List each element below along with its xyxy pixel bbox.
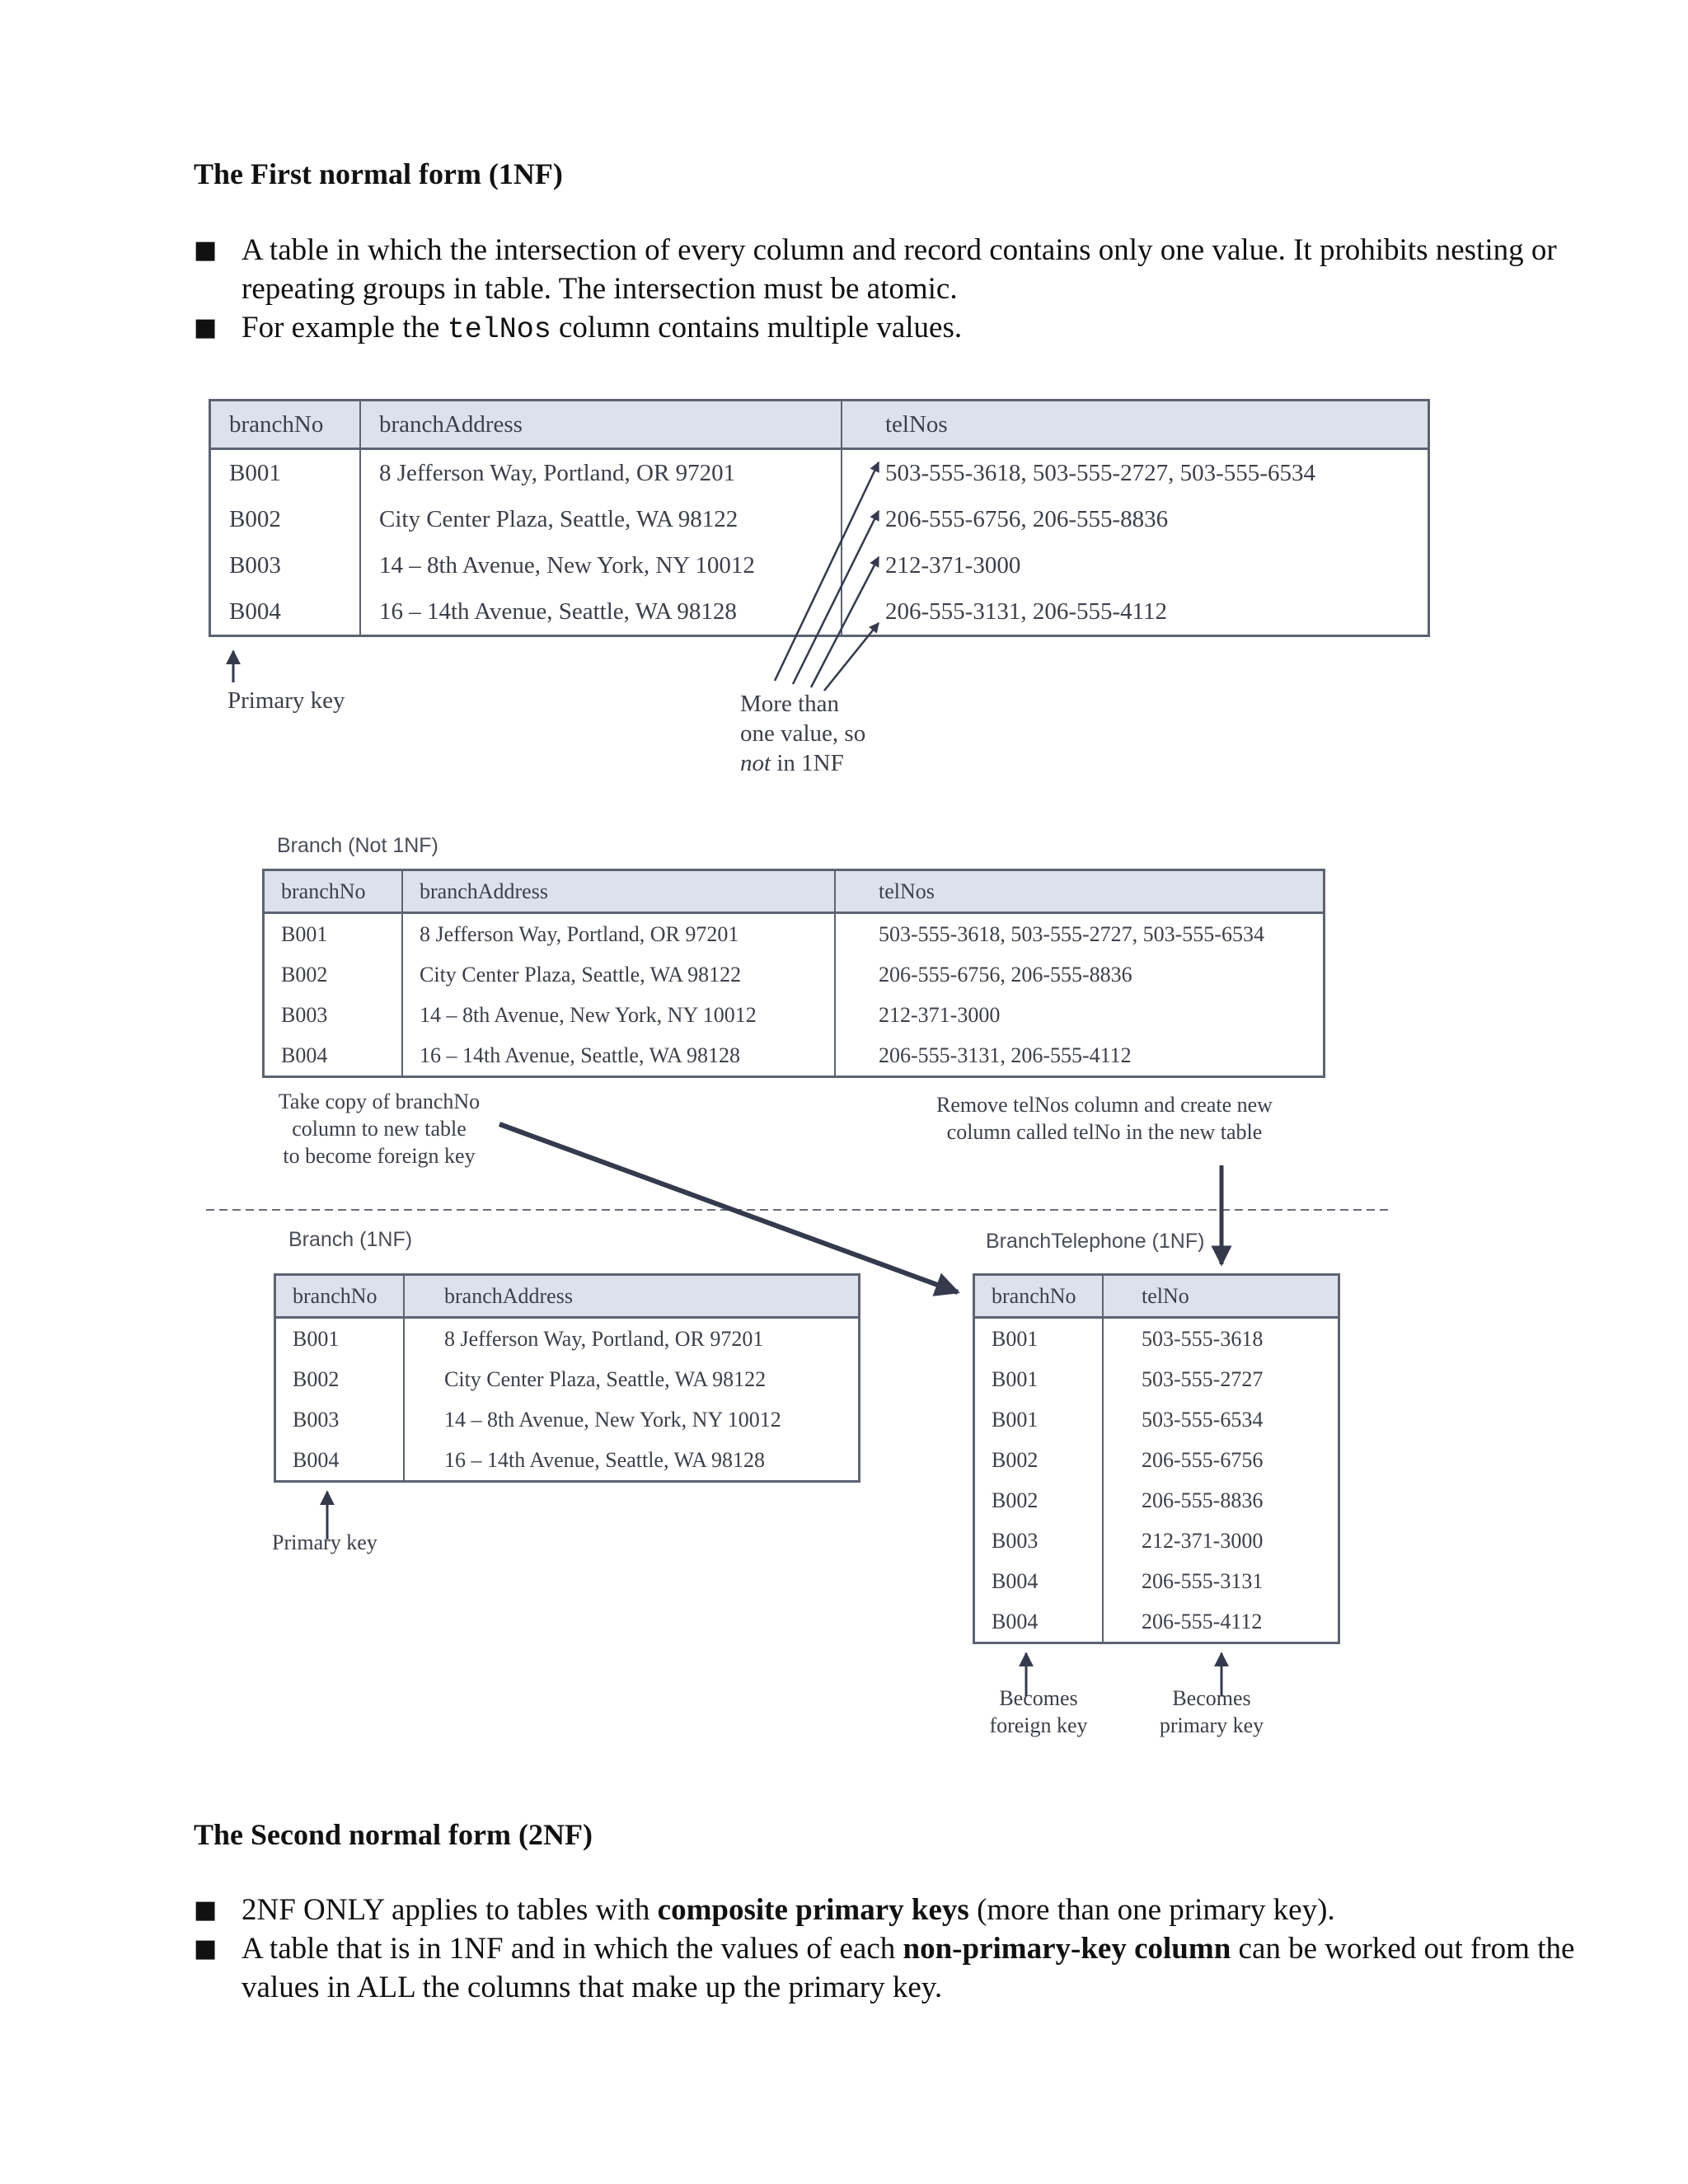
table-cell: B002: [992, 1488, 1039, 1512]
table-cell: 14 – 8th Avenue, New York, NY 10012: [404, 1399, 860, 1440]
note-line: Becomes: [999, 1686, 1078, 1710]
table-cell: 16 – 14th Avenue, Seattle, WA 98128: [360, 588, 842, 636]
multi-value-arrow: [811, 557, 879, 687]
table-cell: 503-555-3618: [1103, 1318, 1339, 1360]
table-cell: City Center Plaza, Seattle, WA 98122: [404, 1359, 860, 1399]
table-cell: 206-555-6756: [1103, 1440, 1339, 1480]
table-cell: B001: [992, 1407, 1039, 1432]
table-cell: B004: [281, 1043, 328, 1067]
note-line: column called telNo in the new table: [946, 1120, 1263, 1144]
multi-value-arrow: [793, 511, 879, 684]
table-cell: 503-555-3618, 503-555-2727, 503-555-6534: [842, 449, 1429, 497]
table-cell: 16 – 14th Avenue, Seattle, WA 98128: [404, 1440, 860, 1482]
bullet-list-2nf: [194, 1891, 1659, 2014]
column-header: telNo: [1103, 1275, 1339, 1318]
table-cell: 212-371-3000: [842, 542, 1429, 588]
table-caption: Branch (1NF): [288, 1228, 413, 1251]
note-line: primary key: [1159, 1713, 1264, 1737]
table-cell: 206-555-6756, 206-555-8836: [842, 496, 1429, 542]
table-cell: B001: [281, 921, 328, 946]
table-cell: B001: [992, 1366, 1039, 1391]
table-cell: 14 – 8th Avenue, New York, NY 10012: [360, 542, 842, 588]
note-line: Remove telNos column and create new: [936, 1093, 1273, 1117]
table-caption: BranchTelephone (1NF): [986, 1230, 1205, 1253]
multi-value-arrow: [775, 462, 879, 681]
bullet-text-post: column contains multiple values.: [551, 311, 963, 344]
table-cell: B004: [229, 598, 281, 625]
note-line: More than: [740, 691, 839, 717]
bullet-marker-icon: ■: [194, 1934, 218, 1963]
table-cell: 503-555-2727: [1103, 1359, 1339, 1399]
table-cell: 16 – 14th Avenue, Seattle, WA 98128: [402, 1035, 835, 1077]
table-cell: B003: [992, 1528, 1039, 1553]
column-header: branchAddress: [402, 870, 835, 913]
table-cell: B004: [293, 1447, 340, 1472]
note-line: to become foreign key: [283, 1144, 476, 1168]
column-header: branchNo: [264, 870, 403, 913]
column-header: telNos: [842, 401, 1429, 449]
inline-code: telNos: [447, 313, 551, 346]
copy-foreign-key-arrow: [499, 1124, 958, 1292]
table-cell: 206-555-3131, 206-555-4112: [835, 1035, 1325, 1077]
bullet-text: A table in which the intersection of every column and record contains only one value. It prohibits nesting or repeating groups in table. The intersection must be atomic.: [241, 233, 1557, 306]
primary-key-label: Primary key: [227, 687, 345, 714]
table-cell: B001: [992, 1326, 1039, 1351]
note-line: Becomes: [1172, 1686, 1251, 1710]
table-cell: 206-555-4112: [1103, 1601, 1339, 1643]
table-cell: 503-555-6534: [1103, 1399, 1339, 1440]
bullet-item: [194, 1891, 1643, 1929]
bullet-text-post: can be worked out from the values in ALL the columns that make up the primary key.: [241, 1932, 1575, 2004]
table-cell: City Center Plaza, Seattle, WA 98122: [360, 496, 842, 542]
bullet-text-post: (more than one primary key).: [968, 1893, 1335, 1927]
table-cell: 8 Jefferson Way, Portland, OR 97201: [404, 1318, 860, 1360]
table-cell: B002: [293, 1366, 340, 1391]
table-cell: City Center Plaza, Seattle, WA 98122: [402, 954, 835, 995]
table-cell: 206-555-8836: [1103, 1480, 1339, 1521]
column-header: branchNo: [210, 401, 361, 449]
table-cell: B001: [229, 459, 281, 486]
bullet-marker-icon: ■: [194, 236, 218, 265]
section-heading-1nf: The First normal form (1NF): [194, 157, 563, 190]
table-cell: 14 – 8th Avenue, New York, NY 10012: [402, 995, 835, 1035]
table-caption: Branch (Not 1NF): [277, 834, 438, 857]
table-cell: B002: [992, 1447, 1039, 1472]
table-cell: B003: [293, 1407, 340, 1432]
section-heading-2nf: The Second normal form (2NF): [194, 1818, 593, 1851]
table-cell: 206-555-6756, 206-555-8836: [835, 954, 1325, 995]
table-cell: 8 Jefferson Way, Portland, OR 97201: [360, 449, 842, 497]
table-cell: 8 Jefferson Way, Portland, OR 97201: [402, 913, 835, 955]
note-line: foreign key: [989, 1713, 1088, 1737]
table-cell: 212-371-3000: [1103, 1521, 1339, 1561]
bullet-text-bold: composite primary keys: [657, 1893, 969, 1927]
bullet-text-bold: non-primary-key column: [903, 1932, 1231, 1966]
bullet-text-pre: A table that is in 1NF and in which the values of each: [241, 1932, 903, 1966]
note-emphasis: not: [740, 750, 771, 776]
multi-value-arrow: [824, 623, 879, 691]
column-header: branchAddress: [360, 401, 842, 449]
table-cell: B003: [229, 551, 281, 579]
note-text: in 1NF: [771, 750, 844, 776]
table-cell: B004: [992, 1568, 1039, 1593]
column-header: branchNo: [275, 1275, 405, 1318]
table-cell: B002: [281, 962, 328, 987]
table-cell: 503-555-3618, 503-555-2727, 503-555-6534: [835, 913, 1325, 955]
bullet-text-pre: 2NF ONLY applies to tables with: [241, 1893, 658, 1927]
table-cell: B001: [293, 1326, 340, 1351]
table-cell: B004: [992, 1609, 1039, 1633]
column-header: branchAddress: [404, 1275, 860, 1318]
table-cell: 206-555-3131, 206-555-4112: [842, 588, 1429, 636]
note-line: one value, so: [740, 720, 866, 747]
table-cell: B002: [229, 505, 281, 532]
bullet-item: [194, 1929, 1643, 2007]
bullet-text-pre: For example the: [241, 311, 448, 344]
column-header: branchNo: [974, 1275, 1104, 1318]
table-cell: B003: [281, 1002, 328, 1027]
bullet-marker-icon: ■: [194, 313, 218, 342]
column-header: telNos: [835, 870, 1325, 913]
bullet-marker-icon: ■: [194, 1896, 218, 1924]
table-cell: 212-371-3000: [835, 995, 1325, 1035]
note-line: column to new table: [292, 1117, 467, 1141]
table-cell: 206-555-3131: [1103, 1561, 1339, 1601]
note-line: Take copy of branchNo: [278, 1090, 481, 1113]
primary-key-label: Primary key: [272, 1530, 377, 1554]
